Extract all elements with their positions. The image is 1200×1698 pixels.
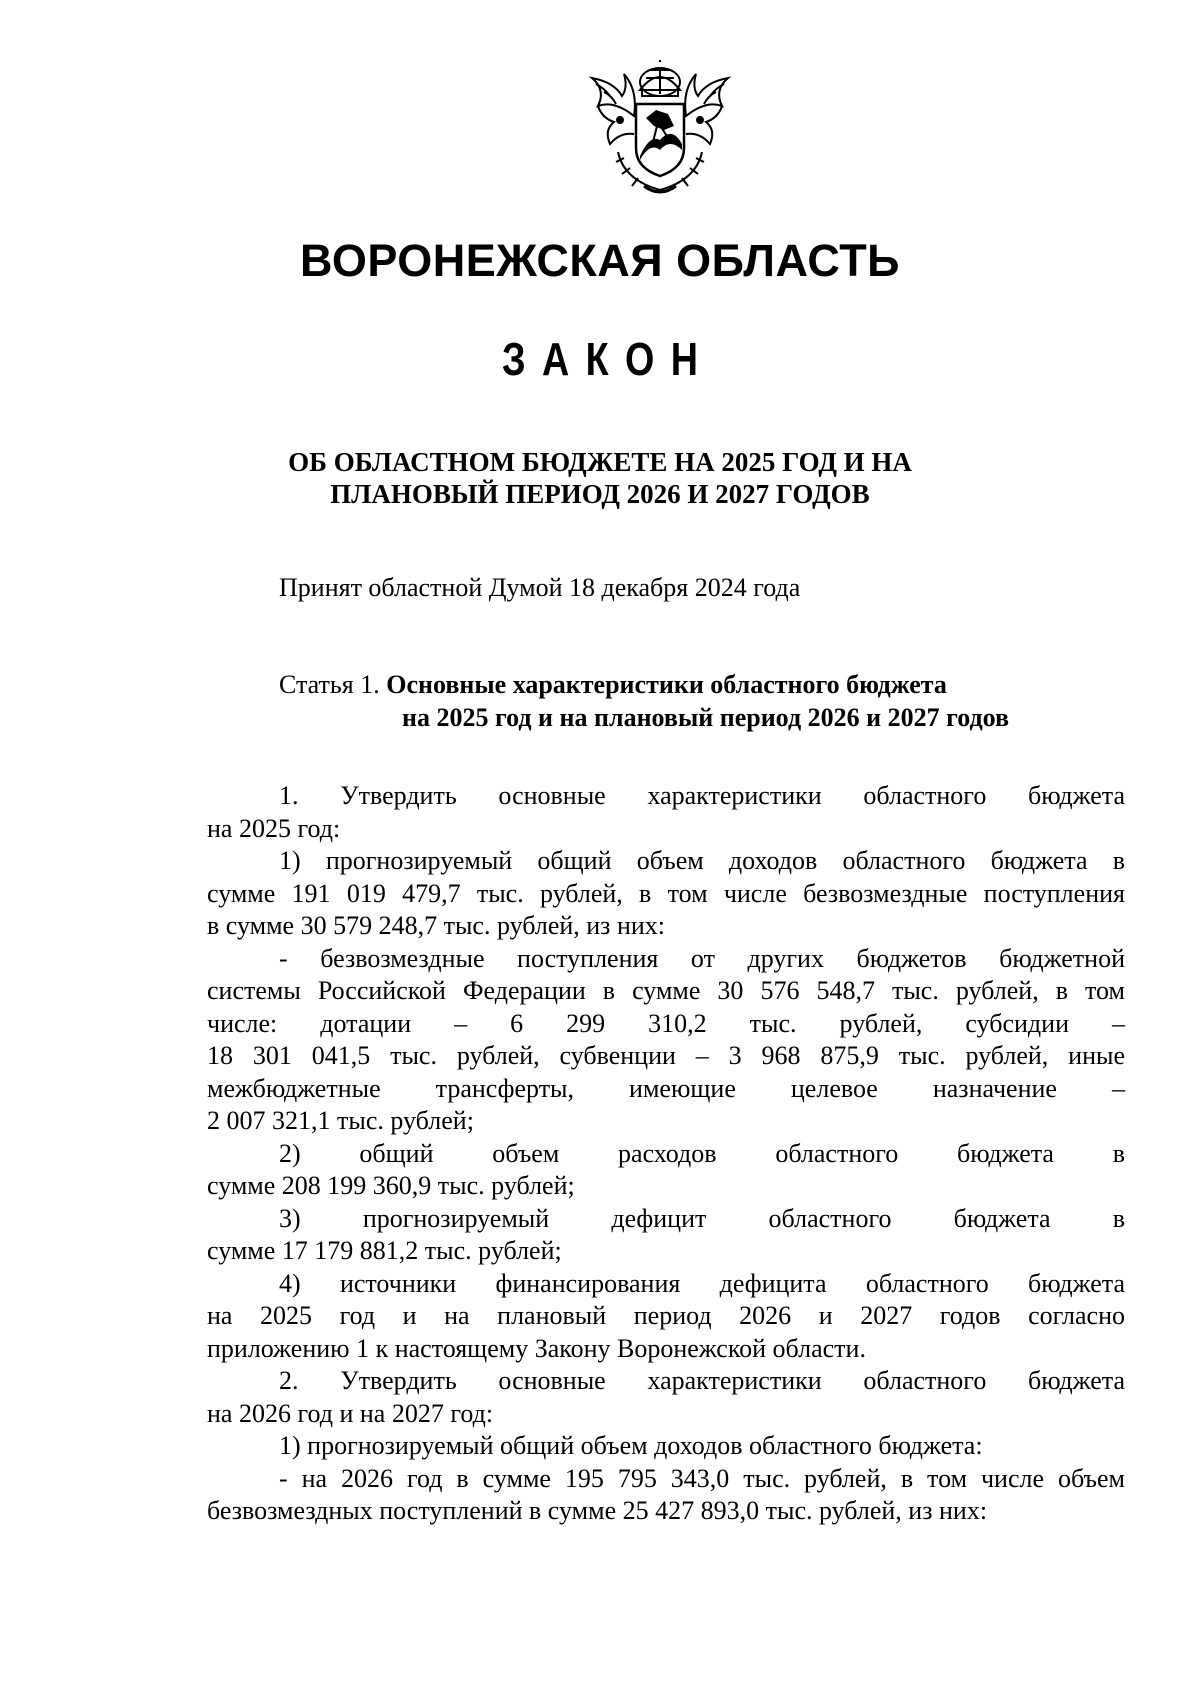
adoption-note: Принят областной Думой 18 декабря 2024 года xyxy=(279,573,801,602)
article-heading xyxy=(279,668,1009,734)
body-line: сумме 208 199 360,9 тыс. рублей; xyxy=(207,1171,575,1200)
body-line: 18 301 041,5 тыс. рублей, субвенции – 3 968 875,9 тыс. рублей, иные xyxy=(207,1041,1125,1070)
article-title: Основные характеристики областного бюджета xyxy=(386,670,947,699)
law-subject-line: ОБ ОБЛАСТНОМ БЮДЖЕТЕ НА 2025 ГОД И НА xyxy=(288,447,912,477)
body-line: 4) источники финансирования дефицита областного бюджета xyxy=(279,1268,1125,1298)
article-title-continued: на 2025 год и на плановый период 2026 и 2027 годов xyxy=(402,703,1010,732)
body-line: 1. Утвердить основные характеристики областного бюджета xyxy=(279,781,1125,810)
body-line: 2 007 321,1 тыс. рублей; xyxy=(207,1106,474,1135)
body-line: межбюджетные трансферты, имеющие целевое назначение – xyxy=(207,1073,1125,1103)
law-subject-heading xyxy=(0,446,1200,510)
body-line: в сумме 30 579 248,7 тыс. рублей, из них: xyxy=(207,911,666,940)
body-line: 2. Утвердить основные характеристики областного бюджета xyxy=(279,1366,1125,1395)
body-line: на 2025 год: xyxy=(207,813,341,843)
body-line: 2) общий объем расходов областного бюджета в xyxy=(279,1138,1125,1168)
body-line: на 2025 год и на плановый период 2026 и 2027 годов согласно xyxy=(207,1301,1125,1330)
body-line: системы Российской Федерации в сумме 30 576 548,7 тыс. рублей, в том xyxy=(207,976,1125,1005)
body-line: безвозмездных поступлений в сумме 25 427 893,0 тыс. рублей, из них: xyxy=(207,1496,988,1525)
body-line: приложению 1 к настоящему Закону Воронежской области. xyxy=(207,1333,866,1363)
body-line: 1) прогнозируемый общий объем доходов областного бюджета: xyxy=(279,1431,983,1460)
law-subject-line: ПЛАНОВЫЙ ПЕРИОД 2026 И 2027 ГОДОВ xyxy=(330,479,870,509)
document-type-title: ЗАКОН xyxy=(501,333,715,385)
body-line: числе: дотации – 6 299 310,2 тыс. рублей, субсидии – xyxy=(207,1008,1125,1038)
article-number: Статья 1. xyxy=(279,670,380,699)
body-line: 1) прогнозируемый общий объем доходов областного бюджета в xyxy=(279,846,1125,875)
body-line: - безвозмездные поступления от других бюджетов бюджетной xyxy=(279,943,1125,973)
body-line: сумме 17 179 881,2 тыс. рублей; xyxy=(207,1236,562,1265)
body-line: сумме 191 019 479,7 тыс. рублей, в том числе безвозмездные поступления xyxy=(207,878,1125,908)
article-body xyxy=(207,780,1125,1528)
body-line: на 2026 год и на 2027 год: xyxy=(207,1398,494,1428)
region-title: ВОРОНЕЖСКАЯ ОБЛАСТЬ xyxy=(299,235,901,286)
body-line: 3) прогнозируемый дефицит областного бюджета в xyxy=(279,1203,1125,1233)
coat-of-arms-emblem xyxy=(584,60,736,200)
body-line: - на 2026 год в сумме 195 795 343,0 тыс. рублей, в том числе объем xyxy=(279,1463,1125,1493)
